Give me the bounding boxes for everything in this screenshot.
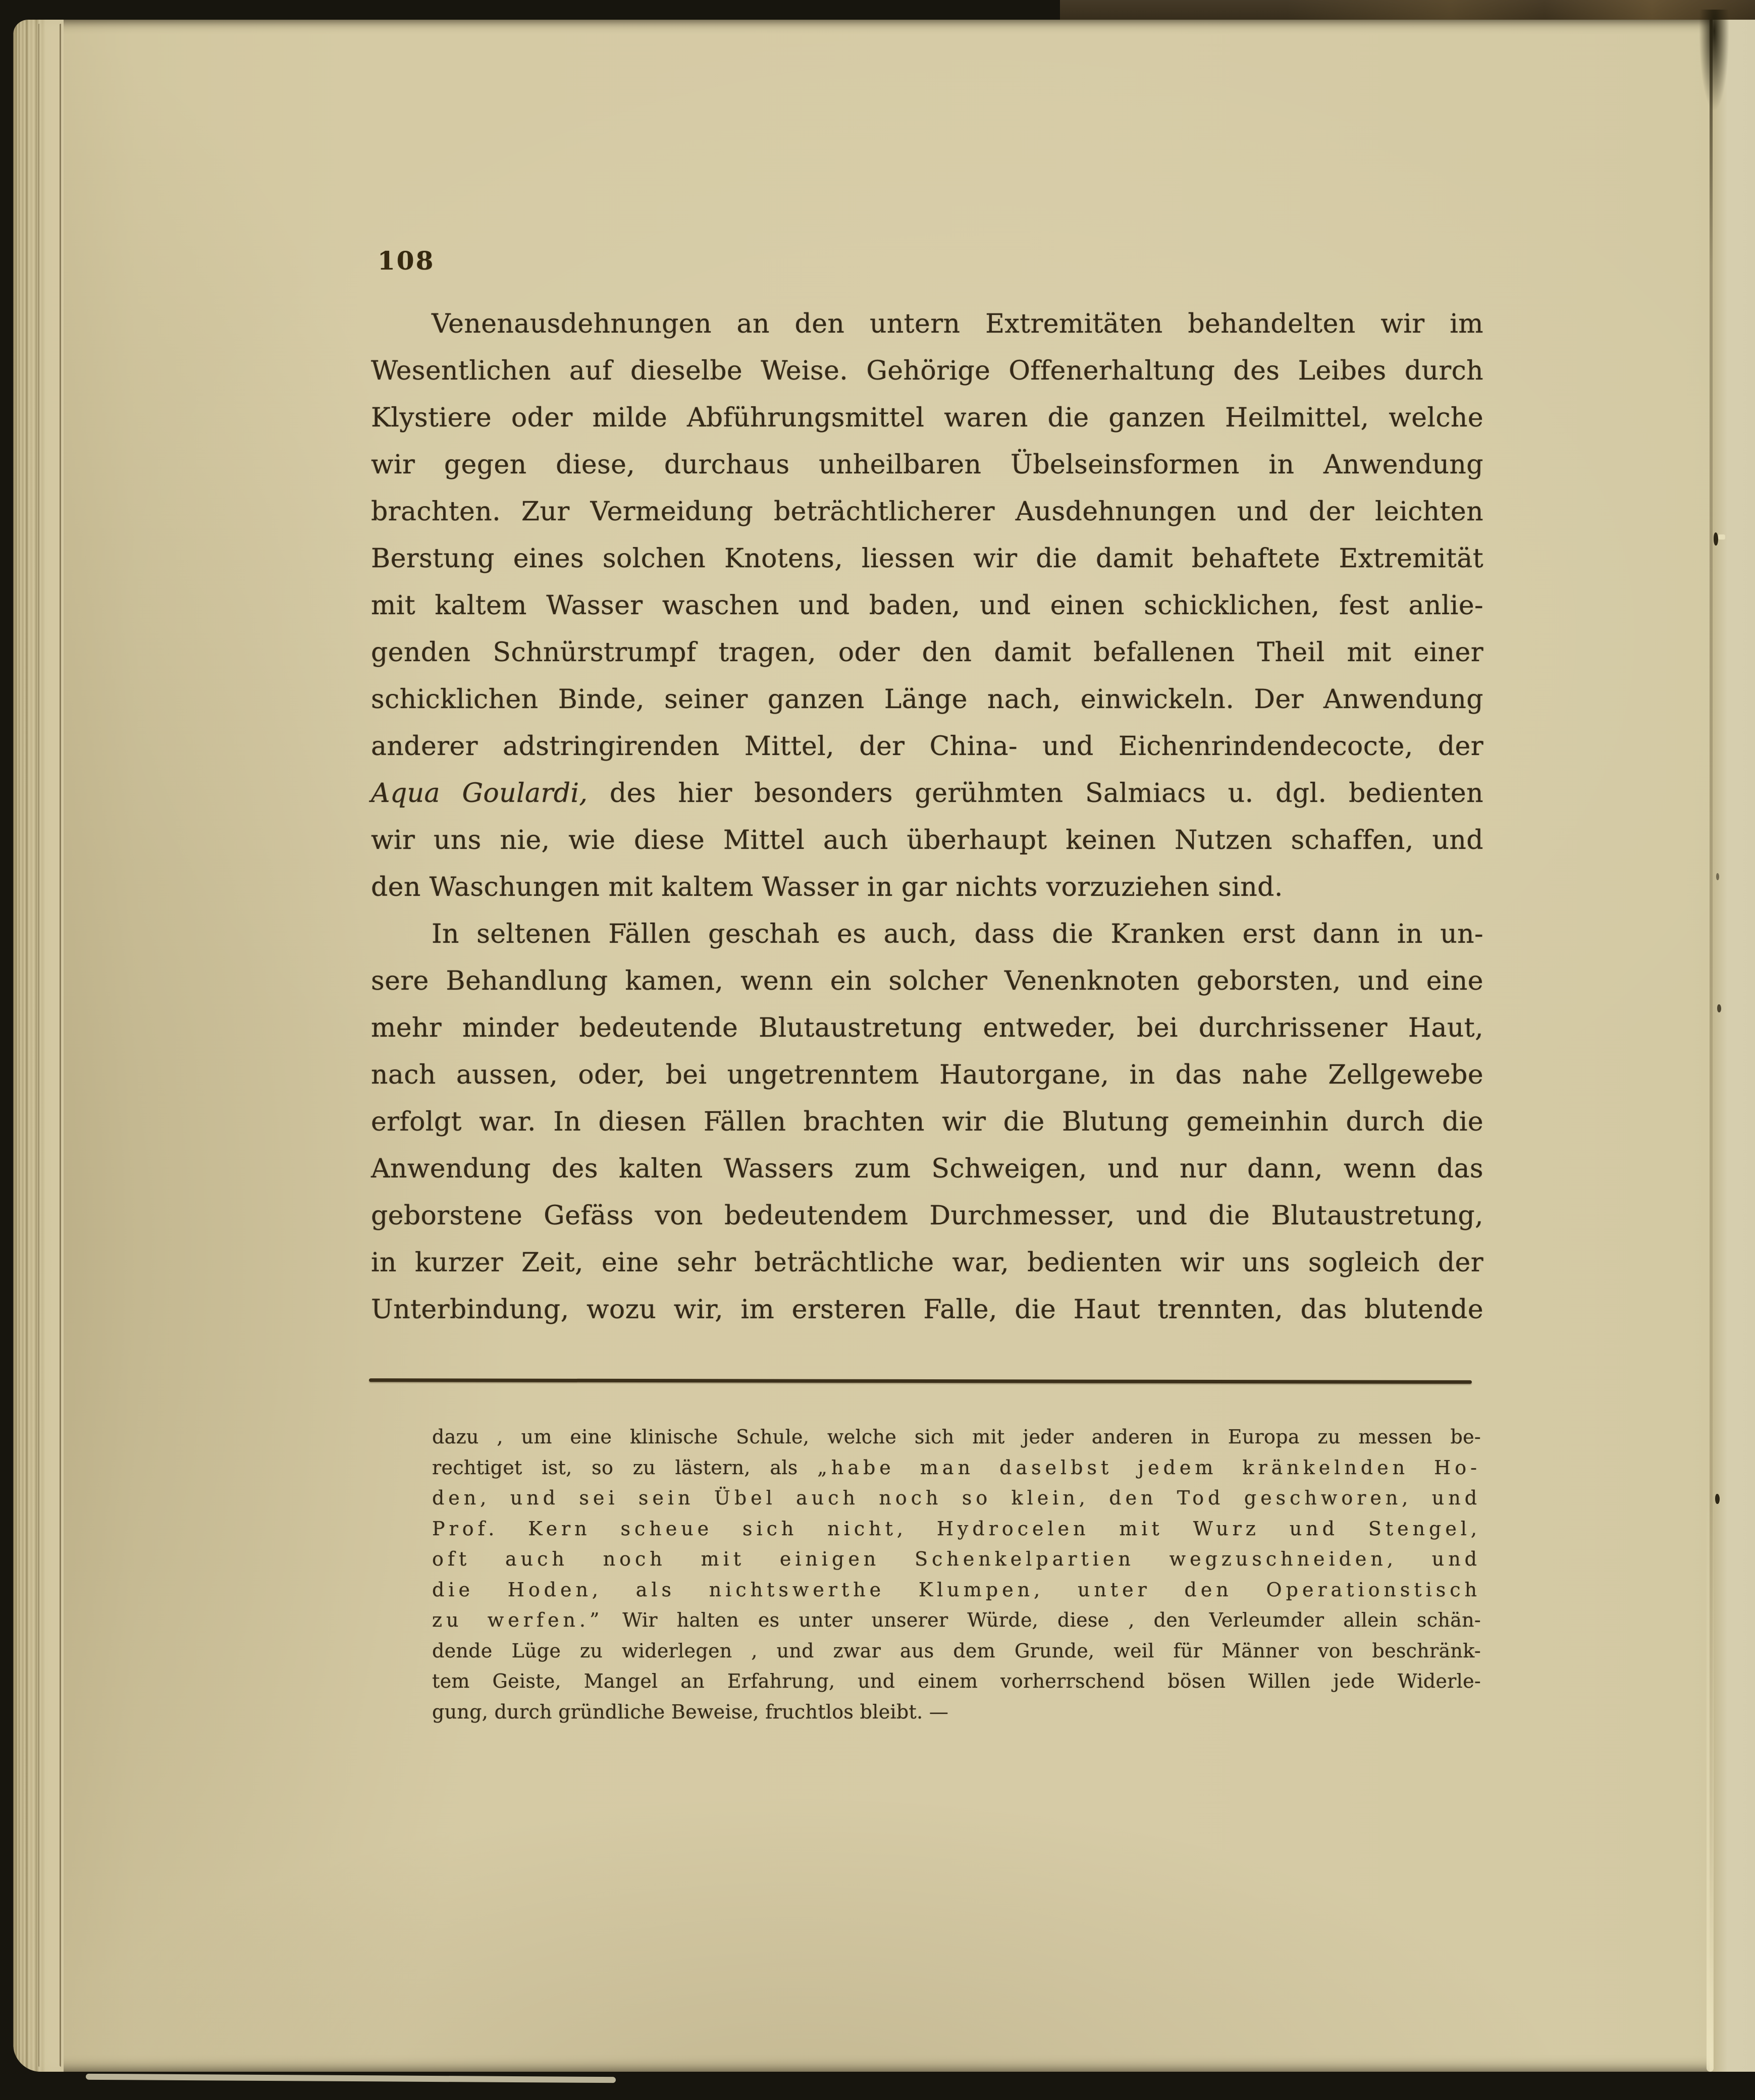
- footnote-line: [432, 1605, 1481, 1636]
- underpage-edge-line: [60, 24, 61, 2067]
- main-text-block: [371, 301, 1483, 1333]
- text-line: Wesentlichen auf dieselbe Weise. Gehörige Offenerhaltung des Leibes durch: [371, 356, 1483, 386]
- paper-chip: [1718, 534, 1725, 540]
- text-line: schicklichen Binde, seiner ganzen Länge nach, einwickeln. Der Anwendung: [371, 684, 1483, 715]
- footnote-line: dazu , um eine klinische Schule, welche sich mit jeder anderen in Europa zu messen be-: [432, 1426, 1481, 1448]
- text-line: Venenausdehnungen an den untern Extremitäten behandelten wir im: [432, 309, 1483, 339]
- text-line: wir gegen diese, durchaus unheilbaren Übelseinsformen in Anwendung: [371, 450, 1483, 480]
- footnote-line: oft auch noch mit einigen Schenkelpartien wegzuschneiden, und: [432, 1548, 1481, 1570]
- text-line: den Waschungen mit kaltem Wasser in gar nichts vorzuziehen sind.: [371, 872, 1283, 902]
- ink-speck: [1716, 873, 1719, 880]
- text-line: geborstene Gefäss von bedeutendem Durchmesser, und die Blutaustretung,: [371, 1201, 1483, 1231]
- footnote-normal-text: Wir halten es unter unserer Würde, diese , den Verleumder allein schän-: [603, 1609, 1481, 1631]
- footnote-line: den, und sei sein Übel auch noch so klein, den Tod geschworen, und: [432, 1487, 1481, 1509]
- footnote-block: [432, 1422, 1481, 1727]
- footnote-line: die Hoden, als nichtswerthe Klumpen, unter den Operationstisch: [432, 1578, 1481, 1601]
- italic-term: Aqua Goulardi,: [371, 778, 588, 809]
- text-line: sere Behandlung kamen, wenn ein solcher Venenknoten geborsten, und eine: [371, 966, 1483, 996]
- footnote-emphasized-text: zu werfen.”: [432, 1609, 604, 1631]
- ink-speck: [1715, 1494, 1720, 1504]
- footnote-separator-rule: [369, 1378, 1472, 1384]
- text-line: In seltenen Fällen geschah es auch, dass die Kranken erst dann in un-: [432, 919, 1483, 949]
- text-line: in kurzer Zeit, eine sehr beträchtliche war, bedienten wir uns sogleich der: [371, 1248, 1483, 1278]
- text-line: anderer adstringirenden Mittel, der China- und Eichenrindendecocte, der: [371, 731, 1483, 762]
- next-page-strip: [1713, 20, 1755, 2072]
- text-line: Anwendung des kalten Wassers zum Schweigen, und nur dann, wenn das: [371, 1154, 1483, 1184]
- footnote-line: gung, durch gründliche Beweise, fruchtlos bleibt. —: [432, 1700, 949, 1723]
- underpage-bottom-sliver: [86, 2074, 616, 2083]
- text-line: Unterbindung, wozu wir, im ersteren Falle, die Haut trennten, das blutende: [371, 1295, 1483, 1325]
- footnote-line: Prof. Kern scheue sich nicht, Hydrocelen mit Wurz und Stengel,: [432, 1517, 1481, 1540]
- text-line: mehr minder bedeutende Blutaustretung entweder, bei durchrissener Haut,: [371, 1013, 1483, 1043]
- text-line: genden Schnürstrumpf tragen, oder den damit befallenen Theil mit einer: [371, 637, 1483, 668]
- ink-speck: [1714, 532, 1718, 546]
- text-line: erfolgt war. In diesen Fällen brachten wir die Blutung gemeinhin durch die: [371, 1107, 1483, 1137]
- ink-speck: [1717, 1004, 1721, 1012]
- page-number: 108: [378, 246, 435, 276]
- underpage-edge-line: [38, 24, 39, 2067]
- footnote-line: [432, 1452, 1481, 1483]
- footnote-emphasized-text: „habe man daselbst jedem kränkelnden Ho-: [817, 1456, 1481, 1479]
- text-line: Berstung eines solchen Knotens, liessen wir die damit behaftete Extremität: [371, 544, 1483, 574]
- text-line: mit kaltem Wasser waschen und baden, und einen schicklichen, fest anlie-: [371, 590, 1483, 621]
- crease-top-shadow: [1694, 10, 1734, 227]
- text-line: brachten. Zur Vermeidung beträchtlicherer Ausdehnungen und der leichten: [371, 497, 1483, 527]
- text-line-with-italic: [371, 770, 1483, 817]
- footnote-line: tem Geiste, Mangel an Erfahrung, und einem vorherrschend bösen Willen jede Widerle-: [432, 1670, 1481, 1692]
- crease-highlight: [1707, 1491, 1714, 2072]
- text-line: nach aussen, oder, bei ungetrenntem Hautorgane, in das nahe Zellgewebe: [371, 1060, 1483, 1090]
- footnote-line: dende Lüge zu widerlegen , und zwar aus dem Grunde, weil für Männer von beschränk-: [432, 1639, 1481, 1662]
- footnote-normal-text: rechtiget ist, so zu lästern, als: [432, 1456, 818, 1479]
- text-line: Klystiere oder milde Abführungsmittel waren die ganzen Heilmittel, welche: [371, 403, 1483, 433]
- book-page: [13, 20, 1755, 2072]
- text-line-rest: des hier besonders gerühmten Salmiacs u. dgl. bedienten: [588, 778, 1483, 809]
- text-line: wir uns nie, wie diese Mittel auch überhaupt keinen Nutzen schaffen, und: [371, 825, 1483, 855]
